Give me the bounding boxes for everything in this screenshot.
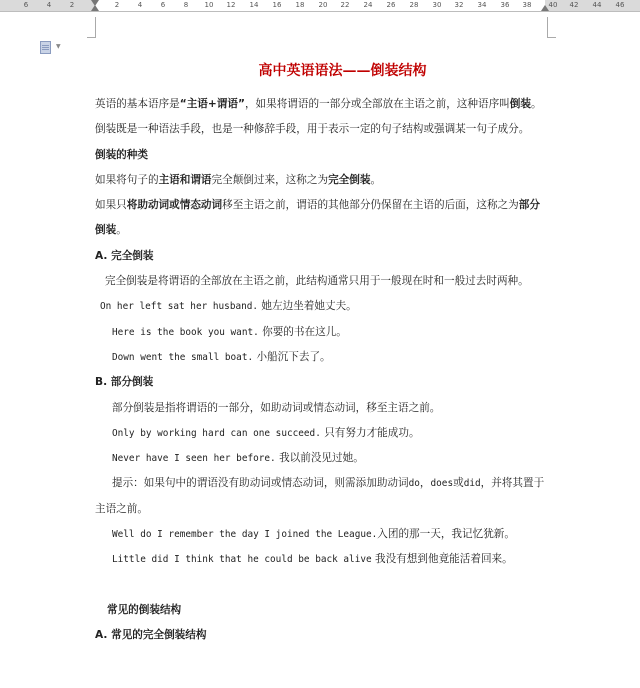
ruler-number: 4 xyxy=(46,1,52,9)
ruler-number: 14 xyxy=(249,1,259,9)
example-chinese: 你要的书在这儿。 xyxy=(262,325,347,338)
common-structures-heading: 常见的倒装结构 xyxy=(107,603,182,616)
ruler-number: 4 xyxy=(137,1,143,9)
text: ，如果将谓语的一部分或全部放在主语之前，这种语序叫 xyxy=(244,98,510,110)
bold-text: 将助动词或情态动词 xyxy=(126,199,223,212)
bold-text: 主语和谓语 xyxy=(158,173,212,186)
ruler-number: 20 xyxy=(318,1,328,9)
text: 。 xyxy=(116,224,127,237)
kinds-heading: 倒装的种类 xyxy=(95,148,148,161)
example-line xyxy=(95,522,550,547)
partial-inversion-definition xyxy=(95,193,550,244)
example-english: Only by working hard can one succeed. xyxy=(112,427,321,439)
bold-text: “主语+谓语” xyxy=(179,98,245,110)
text: ，并将其置于主语之前。 xyxy=(95,477,545,515)
intro-paragraph xyxy=(95,92,550,143)
ruler-number: 40 xyxy=(548,1,558,9)
ruler-number: 26 xyxy=(386,1,396,9)
section-a-description: 完全倒装是将谓语的全部放在主语之前，此结构通常只用于一般现在时和一般过去时两种。 xyxy=(105,275,529,288)
ruler-number: 8 xyxy=(183,1,189,9)
page-corner-mark-right xyxy=(547,17,556,38)
example-chinese: 我以前没见过她。 xyxy=(279,452,364,465)
text: 提示：如果句中的谓语没有助动词或情态动词，则需添加助动词 xyxy=(112,477,409,490)
keyword: does xyxy=(430,478,454,490)
example-english: Here is the book you want. xyxy=(112,326,259,338)
ruler-number: 10 xyxy=(204,1,214,9)
full-inversion-definition xyxy=(95,168,550,193)
text: 。 xyxy=(370,173,382,186)
left-indent-marker[interactable] xyxy=(91,5,99,11)
common-full-inversion-heading: A. 常见的完全倒装结构 xyxy=(95,629,207,642)
keyword: do xyxy=(408,478,420,490)
text: 如果将句子的 xyxy=(95,173,159,186)
example-chinese: 小船沉下去了。 xyxy=(256,350,331,363)
chevron-down-icon[interactable]: ▼ xyxy=(56,43,61,50)
example-line xyxy=(95,294,550,319)
keyword: did xyxy=(463,478,481,490)
section-b-heading: B. 部分倒装 xyxy=(95,376,154,389)
ruler-number: 12 xyxy=(226,1,236,9)
ruler-number: 30 xyxy=(432,1,442,9)
text: 或 xyxy=(453,477,464,490)
ruler-number: 38 xyxy=(522,1,532,9)
example-chinese: 只有努力才能成功。 xyxy=(324,426,420,439)
ruler-number: 34 xyxy=(477,1,487,9)
document-icon[interactable] xyxy=(40,41,51,54)
horizontal-ruler[interactable] xyxy=(0,0,640,12)
example-chinese: 入团的那一天，我记忆犹新。 xyxy=(377,528,515,541)
bold-text: 完全倒装 xyxy=(328,173,371,186)
example-english: Little did I think that he could be back alive xyxy=(112,554,372,566)
blank-line xyxy=(95,573,550,598)
ruler-number: 16 xyxy=(272,1,282,9)
ruler-number: 44 xyxy=(592,1,602,9)
ruler-number: 2 xyxy=(69,1,75,9)
example-line xyxy=(95,547,550,572)
text: 完全颠倒过来，这称之为 xyxy=(211,173,329,186)
page-corner-mark-left xyxy=(87,17,96,38)
example-line xyxy=(95,345,550,370)
text: 如果只 xyxy=(95,199,127,212)
ruler-number: 46 xyxy=(615,1,625,9)
example-chinese: 她左边坐着她丈夫。 xyxy=(261,300,357,313)
ruler-number: 24 xyxy=(363,1,373,9)
example-line xyxy=(95,320,550,345)
example-english: Never have I seen her before. xyxy=(112,453,276,465)
ruler-number: 28 xyxy=(409,1,419,9)
ruler-number: 42 xyxy=(569,1,579,9)
text: ， xyxy=(419,477,431,490)
page-title: 高中英语语法——倒装结构 xyxy=(258,63,427,79)
section-b-description: 部分倒装是指将谓语的一部分，如助动词或情态动词，移至主语之前。 xyxy=(112,401,441,414)
example-chinese: 我没有想到他竟能活着回来。 xyxy=(375,553,513,566)
example-line xyxy=(95,446,550,471)
example-line xyxy=(95,421,550,446)
text: 移至主语之前，谓语的其他部分仍保留在主语的后面，这称之为 xyxy=(222,199,519,212)
example-english: Well do I remember the day I joined the League. xyxy=(112,529,378,541)
bold-text: 倒装 xyxy=(509,98,531,110)
right-indent-marker[interactable] xyxy=(541,5,549,11)
ruler-number: 6 xyxy=(23,1,29,9)
ruler-number: 2 xyxy=(114,1,120,9)
ruler-number: 6 xyxy=(160,1,166,9)
document-page[interactable] xyxy=(95,60,550,649)
section-a-heading: A. 完全倒装 xyxy=(95,249,154,262)
text: 英语的基本语序是 xyxy=(95,98,180,110)
text: 。倒装既是一种语法手段，也是一种修辞手段，用于表示一定的句子结构或强调某一句子成分。 xyxy=(95,98,542,136)
bold-text: 部分倒装 xyxy=(95,199,540,237)
ruler-number: 22 xyxy=(340,1,350,9)
ruler-number: 36 xyxy=(500,1,510,9)
example-english: On her left sat her husband. xyxy=(100,301,259,313)
example-english: Down went the small boat. xyxy=(112,351,254,363)
ruler-number: 32 xyxy=(454,1,464,9)
ruler-number: 18 xyxy=(295,1,305,9)
tip-paragraph xyxy=(95,471,550,522)
